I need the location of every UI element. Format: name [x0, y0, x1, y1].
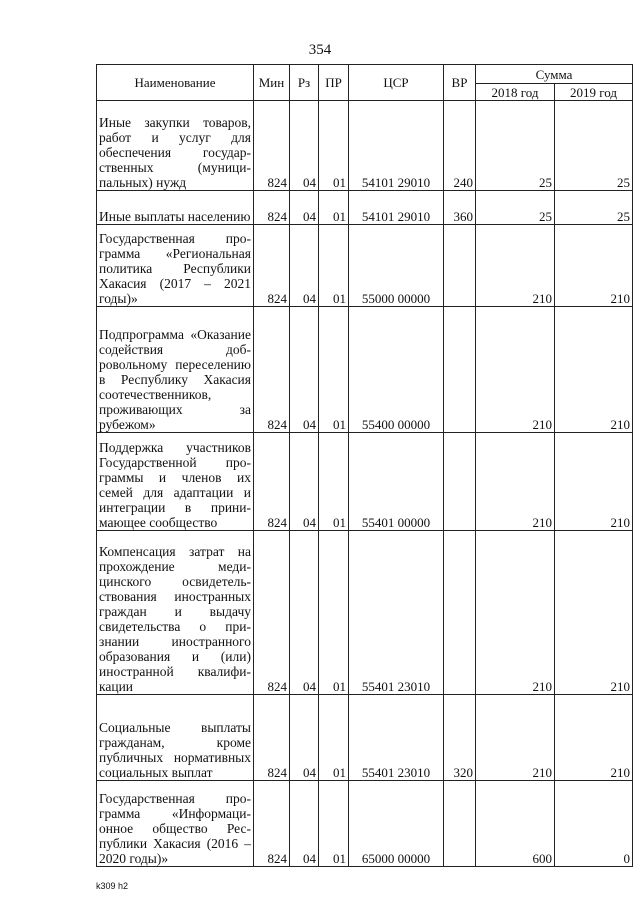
- row-sum-2018: 210: [476, 531, 555, 695]
- header-name: Наименование: [97, 65, 254, 101]
- row-sum-2019: 210: [555, 433, 633, 531]
- footer-code: k309 h2: [96, 881, 129, 891]
- header-csr: ЦСР: [349, 65, 444, 101]
- row-name: Социальные выплаты гражданам, кроме публичных нормативных социальных выплат: [97, 695, 254, 781]
- row-pr: 01: [319, 781, 349, 867]
- row-pr: 01: [319, 191, 349, 225]
- table-row: [97, 191, 633, 225]
- header-sum: Сумма: [476, 65, 633, 84]
- row-min: 824: [254, 225, 290, 307]
- row-name: Компенсация затрат на прохождение медицинского освидетельствования иностранных граждан и выдачу свидетельства о признании иностранного образования и (или) иностранной квалификации: [97, 531, 254, 695]
- row-csr: 55401 23010: [349, 695, 444, 781]
- row-sum-2018: 210: [476, 433, 555, 531]
- row-csr: 55401 00000: [349, 433, 444, 531]
- row-vr: [444, 781, 476, 867]
- row-sum-2018: 25: [476, 101, 555, 191]
- row-sum-2019: 25: [555, 191, 633, 225]
- header-rz: Рз: [290, 65, 319, 101]
- header-vr: ВР: [444, 65, 476, 101]
- row-vr: [444, 225, 476, 307]
- row-rz: 04: [290, 225, 319, 307]
- row-pr: 01: [319, 225, 349, 307]
- row-name: Иные выплаты населению: [97, 191, 254, 225]
- row-name: Поддержка участников Государственной программы и членов их семей для адаптации и интеграции в принимающее сообщество: [97, 433, 254, 531]
- table-header: [97, 65, 633, 101]
- row-min: 824: [254, 307, 290, 433]
- row-rz: 04: [290, 433, 319, 531]
- row-vr: 240: [444, 101, 476, 191]
- header-pr: ПР: [319, 65, 349, 101]
- table-row: [97, 531, 633, 695]
- row-csr: 65000 00000: [349, 781, 444, 867]
- row-sum-2019: 210: [555, 531, 633, 695]
- row-pr: 01: [319, 433, 349, 531]
- row-sum-2018: 600: [476, 781, 555, 867]
- row-name: Государственная программа «Региональная политика Республики Хакасия (2017 – 2021 годы)»: [97, 225, 254, 307]
- row-vr: [444, 531, 476, 695]
- header-year-2019: 2019 год: [555, 84, 633, 101]
- row-sum-2019: 25: [555, 101, 633, 191]
- row-pr: 01: [319, 695, 349, 781]
- row-vr: 360: [444, 191, 476, 225]
- row-sum-2018: 210: [476, 695, 555, 781]
- header-year-2018: 2018 год: [476, 84, 555, 101]
- row-rz: 04: [290, 307, 319, 433]
- row-min: 824: [254, 101, 290, 191]
- table-row: [97, 781, 633, 867]
- table-row: [97, 101, 633, 191]
- row-sum-2018: 210: [476, 307, 555, 433]
- budget-table: [96, 64, 633, 867]
- table-body: [97, 101, 633, 867]
- table-row: [97, 433, 633, 531]
- row-rz: 04: [290, 531, 319, 695]
- row-rz: 04: [290, 191, 319, 225]
- row-min: 824: [254, 531, 290, 695]
- row-sum-2019: 210: [555, 225, 633, 307]
- row-csr: 54101 29010: [349, 101, 444, 191]
- row-sum-2019: 210: [555, 695, 633, 781]
- row-name: Подпрограмма «Оказание содействия добровольному переселению в Республику Хакасия соотечественников, проживающих за рубежом»: [97, 307, 254, 433]
- row-rz: 04: [290, 781, 319, 867]
- row-name: Государственная программа «Информационное общество Республики Хакасия (2016 – 2020 годы)»: [97, 781, 254, 867]
- table-row: [97, 695, 633, 781]
- table-row: [97, 307, 633, 433]
- row-pr: 01: [319, 101, 349, 191]
- row-csr: 55400 00000: [349, 307, 444, 433]
- row-rz: 04: [290, 695, 319, 781]
- header-min: Мин: [254, 65, 290, 101]
- row-vr: 320: [444, 695, 476, 781]
- row-pr: 01: [319, 531, 349, 695]
- row-rz: 04: [290, 101, 319, 191]
- page-number: 354: [308, 42, 332, 58]
- row-sum-2019: 210: [555, 307, 633, 433]
- row-csr: 55401 23010: [349, 531, 444, 695]
- row-pr: 01: [319, 307, 349, 433]
- row-min: 824: [254, 433, 290, 531]
- row-sum-2018: 210: [476, 225, 555, 307]
- row-min: 824: [254, 781, 290, 867]
- row-name: Иные закупки товаров, работ и услуг для обеспечения государственных (муниципальных) нужд: [97, 101, 254, 191]
- row-sum-2018: 25: [476, 191, 555, 225]
- row-csr: 55000 00000: [349, 225, 444, 307]
- row-sum-2019: 0: [555, 781, 633, 867]
- row-min: 824: [254, 695, 290, 781]
- row-csr: 54101 29010: [349, 191, 444, 225]
- table-row: [97, 225, 633, 307]
- row-vr: [444, 433, 476, 531]
- row-min: 824: [254, 191, 290, 225]
- row-vr: [444, 307, 476, 433]
